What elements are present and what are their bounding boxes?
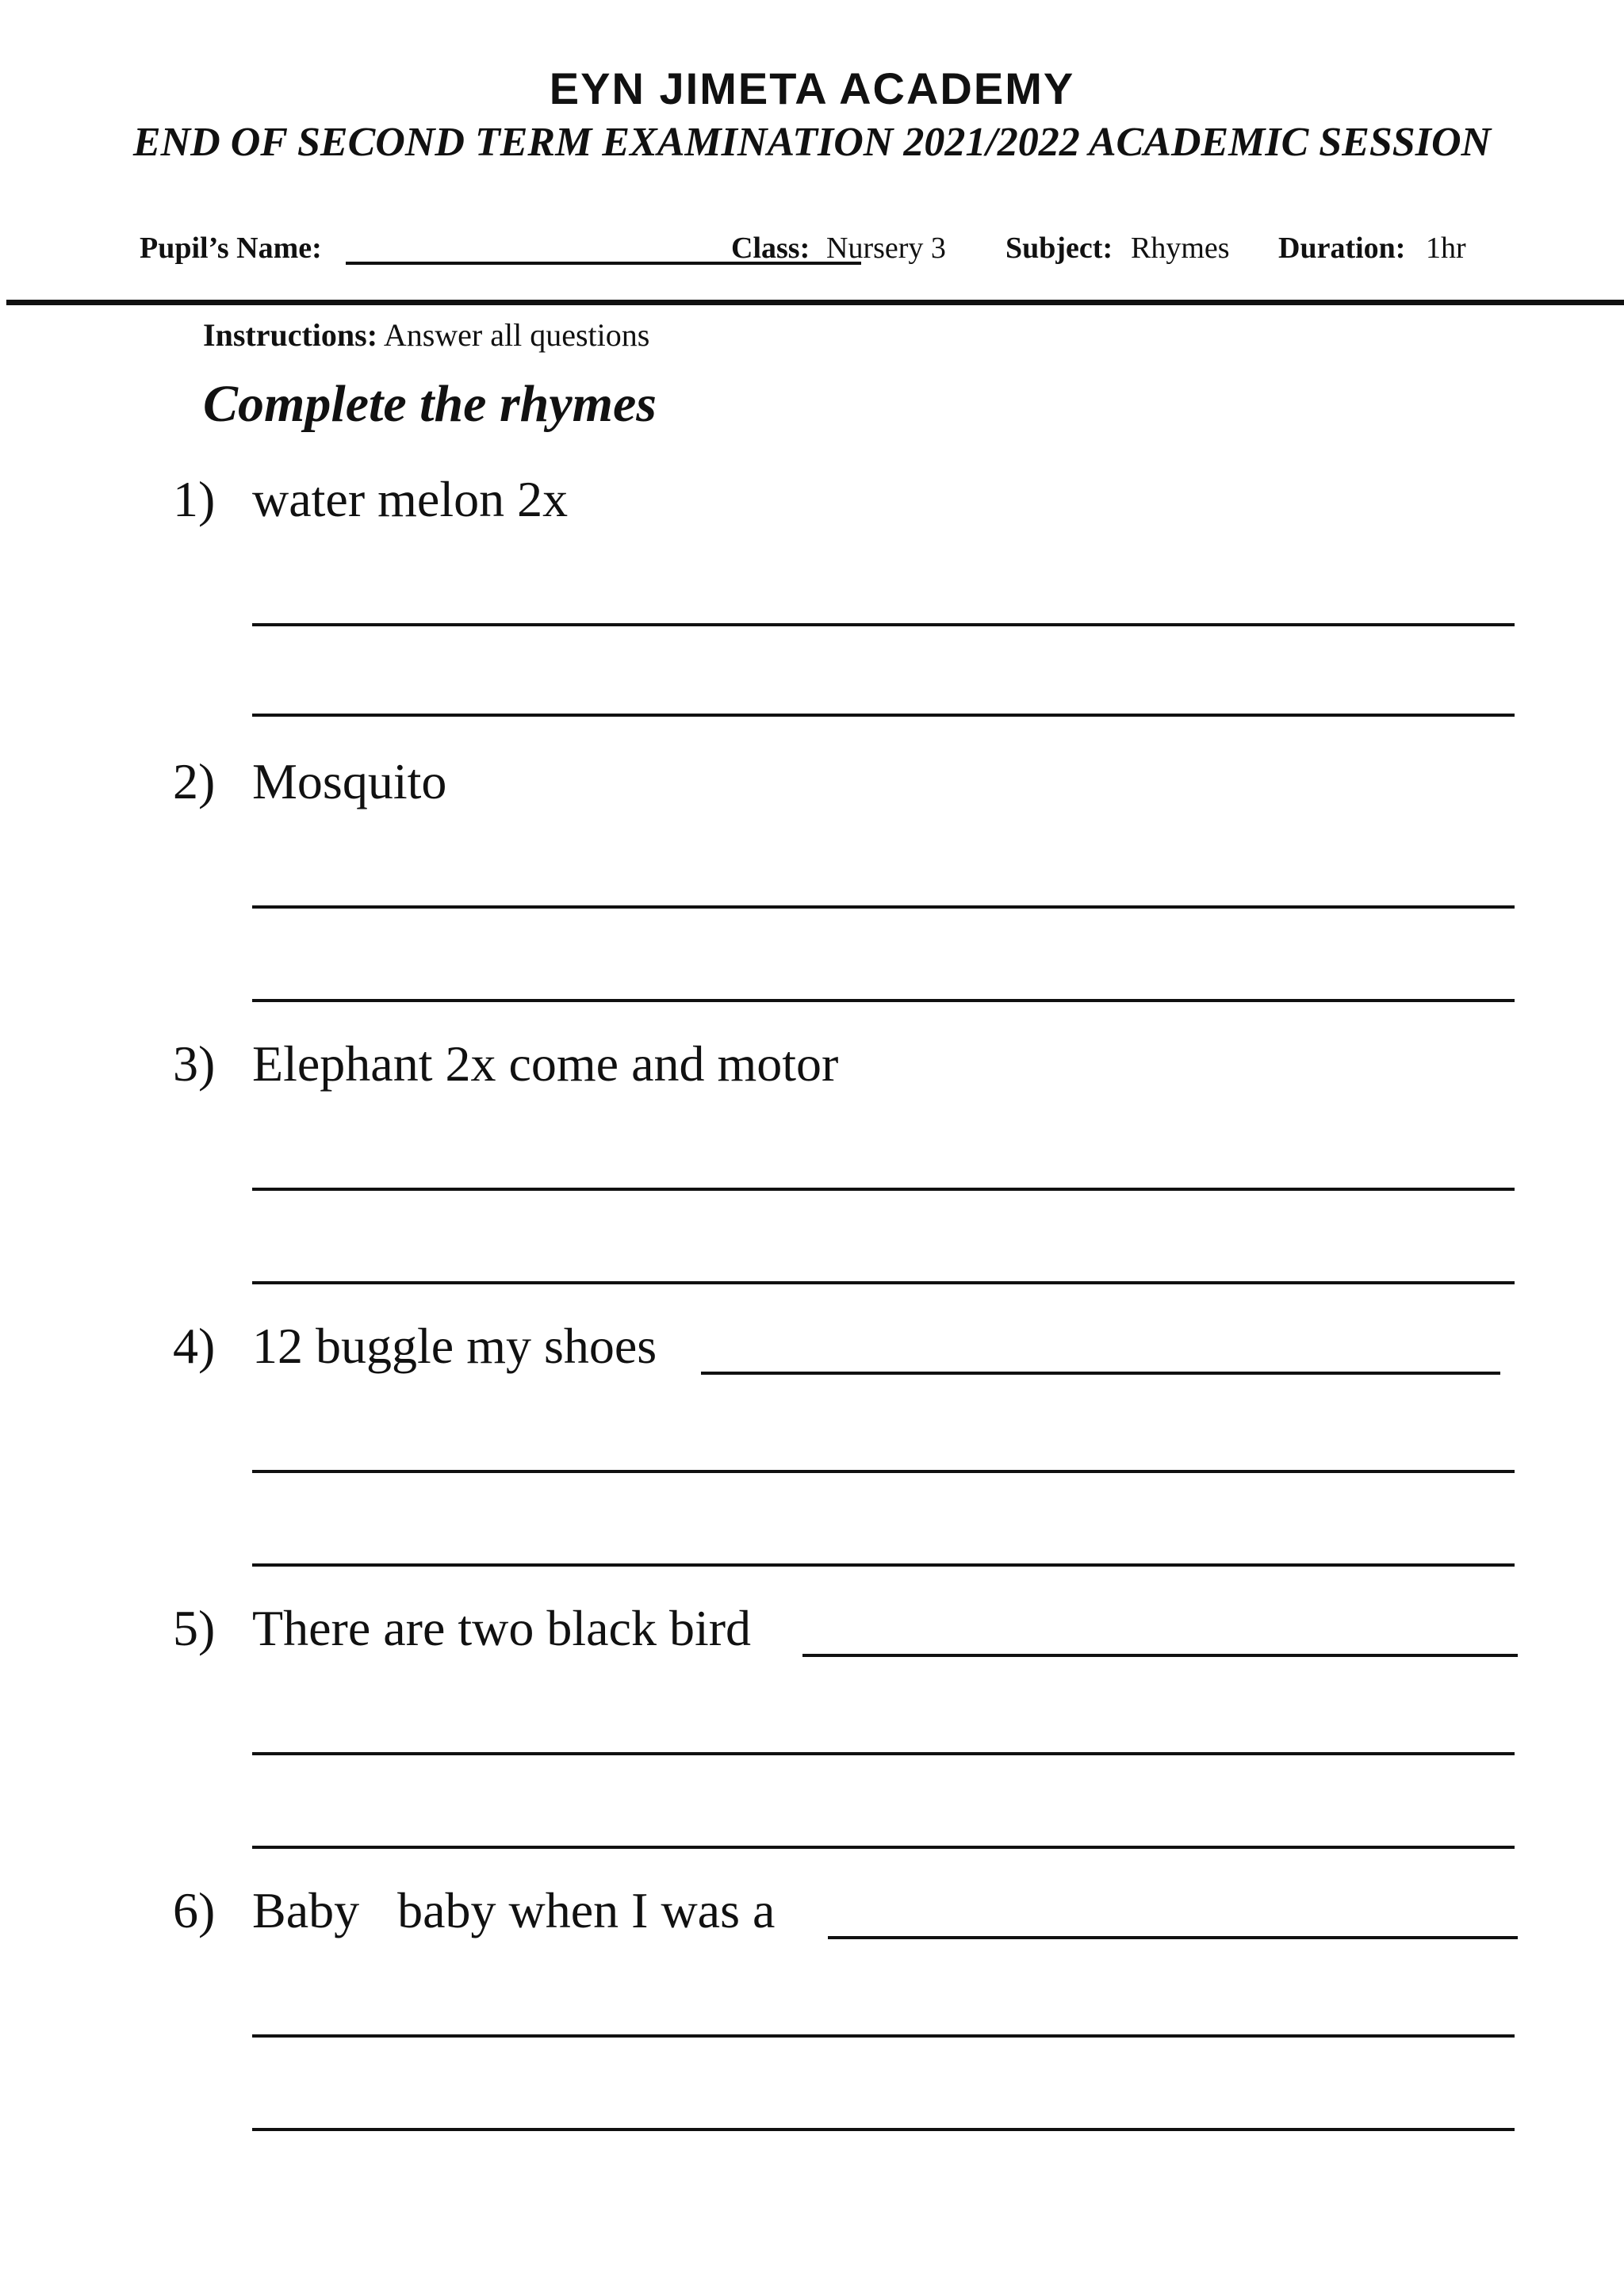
pupil-name-label: Pupil’s Name:	[140, 232, 322, 265]
question-number: 5)	[173, 1600, 216, 1656]
answer-line[interactable]	[252, 1563, 1515, 1567]
header-divider	[6, 300, 1624, 305]
question-2	[0, 750, 1624, 988]
school-name: EYN JIMETA ACADEMY	[549, 63, 1075, 113]
instructions-label: Instructions:	[203, 317, 378, 353]
answer-line[interactable]	[252, 905, 1515, 909]
question-text: There are two black bird	[252, 1600, 752, 1656]
inline-answer-blank[interactable]	[701, 1372, 1500, 1375]
question-number: 3)	[173, 1035, 216, 1092]
instructions-text: Answer all questions	[383, 317, 650, 353]
answer-line[interactable]	[252, 2034, 1515, 2038]
inline-answer-blank[interactable]	[802, 1654, 1518, 1657]
answer-line[interactable]	[252, 1281, 1515, 1284]
answer-line[interactable]	[252, 999, 1515, 1002]
question-text: Mosquito	[252, 753, 447, 809]
question-text: water melon 2x	[252, 471, 569, 527]
answer-line[interactable]	[252, 2128, 1515, 2131]
subject-label: Subject:	[1005, 232, 1113, 265]
class-label: Class:	[731, 232, 810, 265]
question-text: Baby baby when I was a	[252, 1882, 776, 1938]
class-value: Nursery 3	[826, 232, 946, 265]
subject-value: Rhymes	[1131, 232, 1230, 265]
question-5	[0, 1597, 1624, 1835]
question-3	[0, 1032, 1624, 1270]
question-4	[0, 1314, 1624, 1552]
question-number: 4)	[173, 1318, 216, 1374]
question-text: Elephant 2x come and motor	[252, 1035, 839, 1092]
question-number: 6)	[173, 1882, 216, 1938]
duration-label: Duration:	[1278, 232, 1406, 265]
question-number: 2)	[173, 753, 216, 809]
question-1	[0, 468, 1624, 706]
duration-value: 1hr	[1426, 232, 1466, 265]
instructions	[203, 316, 649, 355]
pupil-info-row	[140, 228, 1503, 268]
answer-line[interactable]	[252, 1752, 1515, 1755]
answer-line[interactable]	[252, 1846, 1515, 1849]
answer-line[interactable]	[252, 714, 1515, 717]
question-text: 12 buggle my shoes	[252, 1318, 657, 1374]
inline-answer-blank[interactable]	[828, 1936, 1518, 1939]
answer-line[interactable]	[252, 1188, 1515, 1191]
question-number: 1)	[173, 471, 216, 527]
section-heading: Complete the rhymes	[203, 375, 657, 433]
answer-line[interactable]	[252, 623, 1515, 626]
question-6	[0, 1879, 1624, 2117]
exam-title: END OF SECOND TERM EXAMINATION 2021/2022 ACADEMIC SESSION	[132, 120, 1492, 165]
answer-line[interactable]	[252, 1470, 1515, 1473]
